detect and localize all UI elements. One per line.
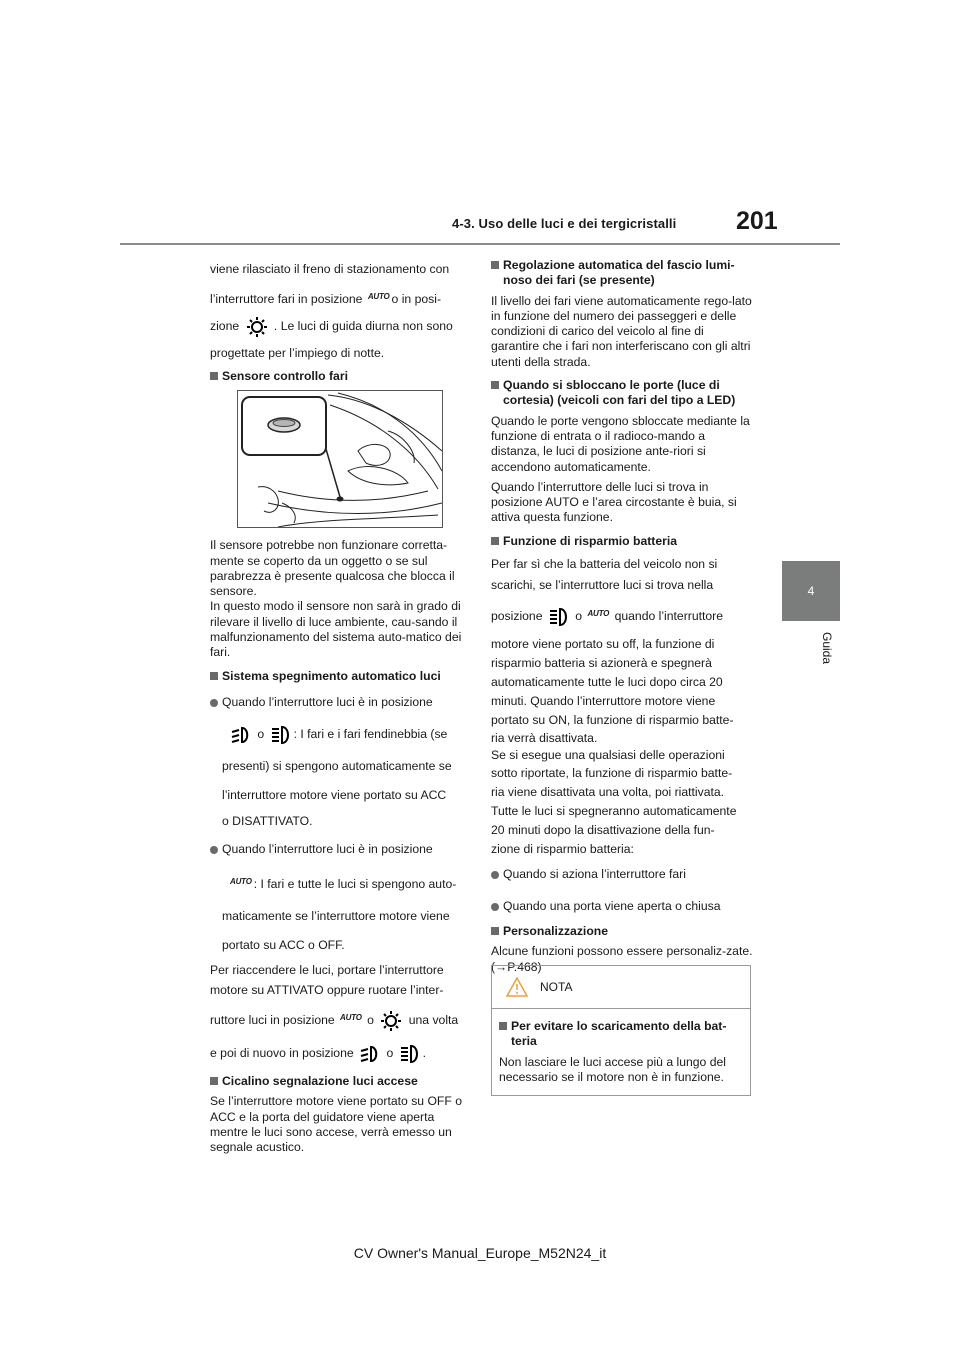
section-heading [210,669,468,684]
bullet-continuation: maticamente se l’interruttore motore viene [222,908,450,923]
saver-line: ria viene disattivata una volta, poi riattivata. [491,785,725,800]
relight-text: o [367,1012,374,1027]
bullet-text: o [257,726,265,741]
bullet-text: Quando si aziona l’interruttore fari [503,867,686,882]
auto-icon: AUTO [587,609,610,619]
saver-line: motore viene portato su off, la funzione di [491,637,715,652]
bullet-item [210,836,468,863]
note-title: NOTA [540,980,573,994]
relight-text: una volta [408,1012,459,1027]
low-beam-icon [230,725,252,745]
square-bullet-icon [491,927,499,935]
round-bullet-icon [210,699,218,707]
chapter-label: Guida [820,632,834,665]
intro-line: progettate per l’impiego di notte. [210,346,385,360]
saver-line: risparmio batteria si azionerà e spegnerà [491,656,712,671]
auto-icon: AUTO [367,292,390,301]
low-beam-icon [359,1044,381,1064]
saver-line: portato su ON, la funzione di risparmio batte- [491,713,734,728]
square-bullet-icon [499,1022,507,1030]
section-heading [491,534,753,549]
square-bullet-icon [491,381,499,389]
position-light-icon [245,316,269,338]
relight-line: motore su ATTIVATO oppure ruotare l’inter- [210,982,444,997]
relight-text: ruttore luci in posizione [210,1012,335,1027]
section-title: 4-3. Uso delle luci e dei tergicristalli [452,216,677,231]
bullet-text: Quando una porta viene aperta o chiusa [503,899,721,914]
headlight-icon [548,606,570,628]
intro-text: zione [210,319,240,333]
warning-icon [506,977,528,997]
bullet-continuation: portato su ACC o OFF. [222,937,345,952]
heading-text: Cicalino segnalazione luci accese [222,1073,418,1088]
saver-line: automaticamente tutte le luci dopo circa 20 [491,675,723,690]
note-text: Non lasciare le luci accese più a lungo del necessario se il motore non è in funzione. [499,1054,726,1084]
dashboard-sensor-drawing [238,391,442,527]
saver-line: 20 minuti dopo la disattivazione della fun- [491,823,715,838]
section-heading [210,369,468,384]
heading-text: Per evitare lo scaricamento della bat-teria [511,1019,727,1049]
section-heading [491,924,753,939]
right-column [491,256,753,980]
bullet-item [491,861,753,888]
auto-icon: AUTO [340,1012,362,1022]
square-bullet-icon [491,261,499,269]
sensor-text: Il sensore potrebbe non funzionare corretta-mente se coperto da un oggetto o se sul parabrezza è presente qualcosa che blocca il sensore. In questo modo il sensore non sarà in grado di rilevare il livello di luce ambiente, cau-sando il malfunzionamento del sistema auto-matico dei fari. [210,538,462,660]
intro-line [210,313,468,340]
saver-line: scarichi, se l’interruttore luci si trova nella [491,578,714,593]
note-box [491,965,751,1096]
relight-text: . [422,1045,426,1060]
chapter-number: 4 [807,584,815,598]
leveling-text: Il livello dei fari viene automaticamente rego-lato in funzione del numero dei passeggeri e delle condizioni di carico del veicolo al fine di garantire che i fari non interferiscano con gli altri utenti della strada. [491,293,752,369]
courtesy-text: Quando le porte vengono sbloccate mediante la funzione di entrata o il radioco-mando a distanza, le luci di posizione ante-riori si accendono automaticamente. [491,413,750,474]
square-bullet-icon [210,372,218,380]
courtesy-text: Quando l’interruttore delle luci si trova in posizione AUTO e l’area circostante è buia, si attiva questa funzione. [491,479,737,525]
bullet-continuation: presenti) si spengono automaticamente se [222,758,452,773]
heading-text: Funzione di risparmio batteria [503,533,678,548]
auto-icon: AUTO [230,876,252,886]
relight-text: e poi di nuovo in posizione [210,1045,354,1060]
manual-footer: CV Owner's Manual_Europe_M52N24_it [353,1245,607,1261]
square-bullet-icon [210,672,218,680]
section-heading [499,1019,742,1050]
left-column [210,256,468,1160]
intro-text: . Le luci di guida diurna non sono [273,319,453,333]
heading-text: Sistema spegnimento automatico luci [222,668,441,683]
bullet-text: : I fari e tutte le luci si spengono auto- [253,876,457,891]
saver-line: Per far sì che la batteria del veicolo non si [491,557,718,572]
intro-line: viene rilasciato il freno di stazionamento con [210,262,450,276]
relight-line [210,1038,468,1068]
relight-text: o [386,1045,394,1060]
section-heading [210,1074,468,1089]
sensor-illustration [237,390,443,528]
square-bullet-icon [491,537,499,545]
relight-line: Per riaccendere le luci, portare l’interruttore [210,962,444,977]
bullet-text: : I fari e i fari fendinebbia (se [293,726,448,741]
bullet-continuation: o DISATTIVATO. [222,813,313,828]
heading-text: Regolazione automatica del fascio lumi-noso dei fari (se presente) [503,258,735,288]
page-number: 201 [736,207,778,235]
headlight-icon [270,724,292,746]
saver-line: ria verrà disattivata. [491,731,598,746]
intro-text: l’interruttore fari in posizione [210,292,363,306]
bullet-item [210,689,468,716]
saver-text: posizione [491,609,543,624]
round-bullet-icon [210,846,218,854]
section-heading [491,378,753,409]
bullet-continuation [210,721,468,748]
saver-line: minuti. Quando l’interruttore motore viene [491,694,716,709]
square-bullet-icon [210,1077,218,1085]
note-body [492,1009,750,1095]
intro-line [210,283,468,313]
saver-line: sotto riportate, la funzione di risparmio batte- [491,766,733,781]
relight-line [210,1000,468,1038]
bullet-item [491,893,753,920]
section-heading [491,258,753,289]
saver-line: Se si esegue una qualsiasi delle operazioni [491,748,725,763]
round-bullet-icon [491,903,499,911]
saver-line: Tutte le luci si spegneranno automaticamente [491,804,737,819]
intro-text: o in posi- [391,292,441,306]
saver-line [491,596,753,634]
saver-text: quando l’interruttore [614,609,723,624]
header-rule [120,243,840,245]
saver-text: o [575,609,583,624]
buzzer-text: Se l’interruttore motore viene portato su OFF o ACC e la porta del guidatore viene aperta mentre le luci sono accese, verrà emesso un segnale acustico. [210,1094,462,1155]
position-light-icon [379,1010,403,1032]
chapter-tab [782,561,840,621]
bullet-continuation: l’interruttore motore viene portato su ACC [222,787,447,802]
heading-text: Quando si sbloccano le porte (luce di cortesia) (veicoli con fari del tipo a LED) [503,378,736,408]
bullet-text: Quando l’interruttore luci è in posizione [222,694,433,709]
saver-line: zione di risparmio batteria: [491,842,634,857]
bullet-continuation [210,868,468,898]
headlight-icon [399,1043,421,1065]
heading-text: Personalizzazione [503,924,608,939]
heading-text: Sensore controllo fari [222,369,348,383]
round-bullet-icon [491,871,499,879]
custom-text: Alcune funzioni possono essere personaliz-zate. (→P.468) [491,944,753,974]
note-header [492,966,750,1009]
bullet-text: Quando l’interruttore luci è in posizione [222,841,433,856]
